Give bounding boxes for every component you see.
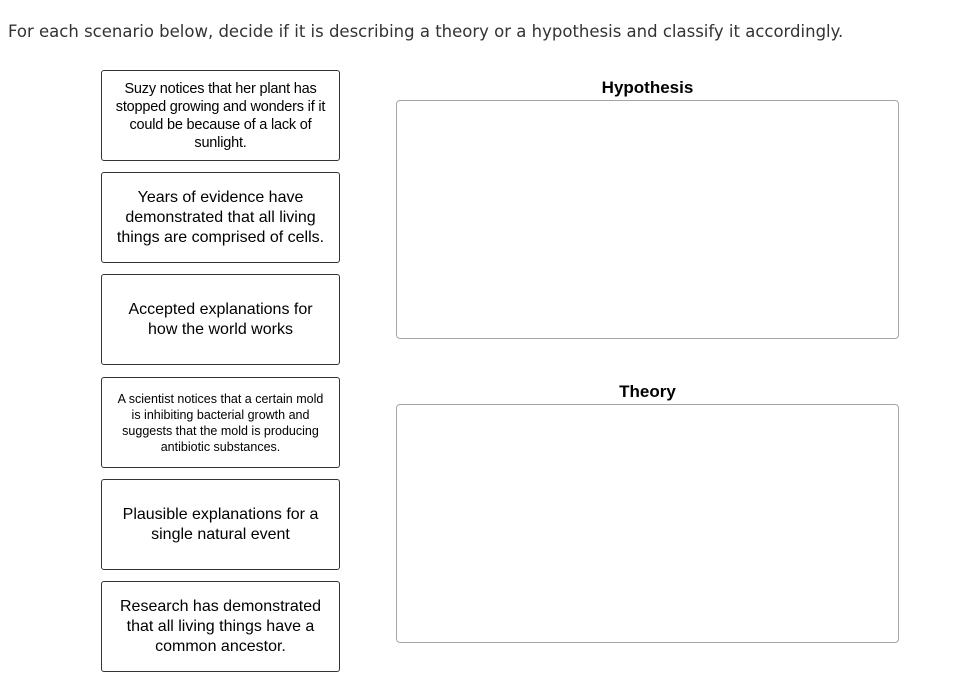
draggable-card-mold-antibiotic[interactable] — [101, 377, 340, 468]
card-text: Accepted explanations for how the world works — [128, 300, 313, 338]
hypothesis-zone-title: Hypothesis — [601, 78, 694, 97]
hypothesis-drop-zone[interactable] — [396, 100, 899, 339]
draggable-card-accepted-explanations[interactable] — [101, 274, 340, 365]
draggable-card-cells-evidence[interactable] — [101, 172, 340, 263]
instructions-text: For each scenario below, decide if it is describing a theory or a hypothesis and classify it accordingly. — [8, 22, 844, 41]
card-text: Plausible explanations for a single natural event — [122, 505, 319, 543]
card-text: Suzy notices that her plant has stopped growing and wonders if it could be because of a lack of sunlight. — [115, 80, 326, 151]
card-text: A scientist notices that a certain mold is inhibiting bacterial growth and suggests that the mold is producing antibiotic substances. — [117, 391, 324, 454]
draggable-card-plausible-explanations[interactable] — [101, 479, 340, 570]
theory-drop-zone[interactable] — [396, 404, 899, 643]
draggable-card-suzy-plant[interactable] — [101, 70, 340, 161]
card-text: Years of evidence have demonstrated that all living things are comprised of cells. — [116, 188, 325, 246]
draggable-card-common-ancestor[interactable] — [101, 581, 340, 672]
card-text: Research has demonstrated that all living things have a common ancestor. — [120, 597, 321, 655]
theory-zone-title: Theory — [619, 382, 676, 401]
